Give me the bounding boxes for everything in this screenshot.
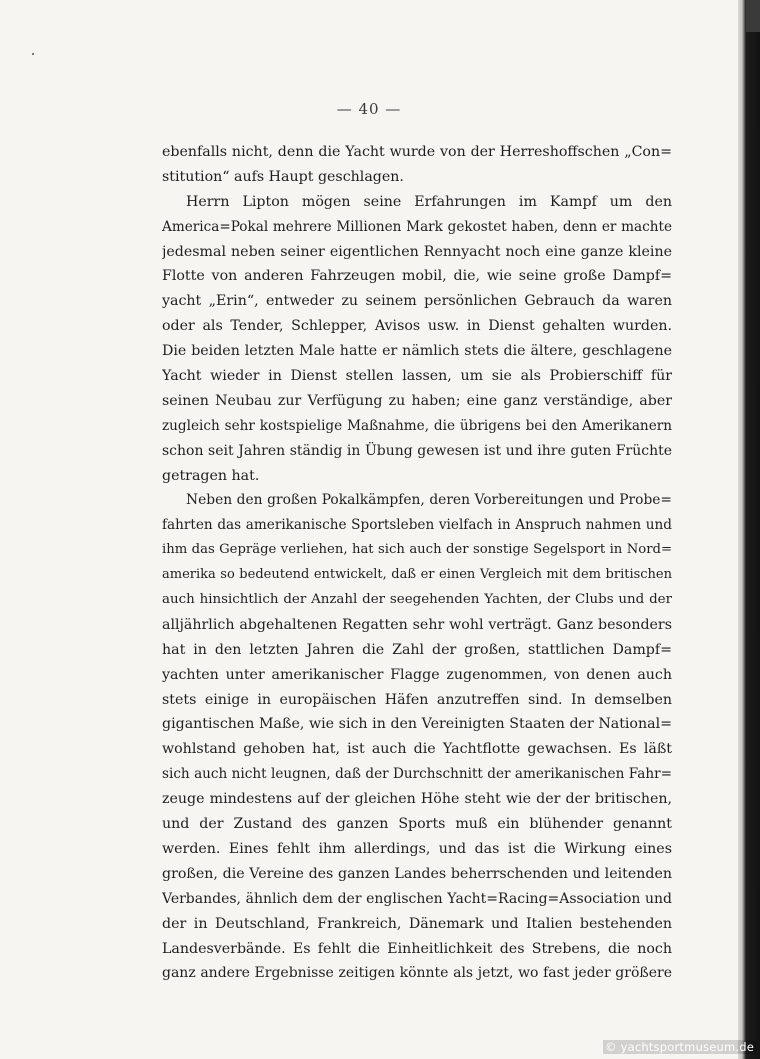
scan-edge bbox=[738, 0, 760, 1059]
text-line: Flotte von anderen Fahrzeugen mobil, die, wie seine große Dampf= bbox=[162, 268, 672, 285]
text-line: gigantischen Maße, wie sich in den Vereinigten Staaten der National= bbox=[162, 716, 672, 733]
text-line: wohlstand gehoben hat, ist auch die Yachtflotte gewachsen. Es läßt bbox=[162, 741, 672, 758]
text-line: yachten unter amerikanischer Flagge zugenommen, von denen auch bbox=[162, 666, 672, 683]
text-line: schon seit Jahren ständig in Übung gewesen ist und ihre guten Früchte bbox=[162, 442, 672, 459]
text-line: America=Pokal mehrere Millionen Mark gekostet haben, denn er machte bbox=[162, 218, 672, 235]
text-line: stitution“ aufs Haupt geschlagen. bbox=[162, 168, 404, 185]
paragraph bbox=[162, 140, 672, 190]
text-line: zeuge mindestens auf der gleichen Höhe steht wie der der britischen, bbox=[162, 791, 672, 808]
text-line: ebenfalls nicht, denn die Yacht wurde von der Herreshoffschen „Con= bbox=[162, 144, 672, 160]
text-line: ganz andere Ergebnisse zeitigen könnte als jetzt, wo fast jeder größere bbox=[162, 965, 672, 982]
text-line: alljährlich abgehaltenen Regatten sehr wohl verträgt. Ganz besonders bbox=[162, 616, 672, 633]
watermark: © yachtsportmuseum.de bbox=[605, 1040, 754, 1054]
text-line: zugleich sehr kostspielige Maßnahme, die übrigens bei den Amerikanern bbox=[162, 417, 672, 434]
text-line: und der Zustand des ganzen Sports muß ein blühender genannt bbox=[162, 816, 672, 833]
text-line: hat in den letzten Jahren die Zahl der großen, stattlichen Dampf= bbox=[162, 641, 672, 658]
text-line: Yacht wieder in Dienst stellen lassen, um sie als Probierschiff für bbox=[162, 368, 672, 385]
text-line: seinen Neubau zur Verfügung zu haben; eine ganz verständige, aber bbox=[162, 392, 672, 409]
text-line: großen, die Vereine des ganzen Landes beherrschenden und leitenden bbox=[162, 865, 672, 882]
text-line: Herrn Lipton mögen seine Erfahrungen im Kampf um den bbox=[186, 193, 672, 210]
text-line: ihm das Gepräge verliehen, hat sich auch der sonstige Segelsport in Nord= bbox=[162, 542, 672, 558]
text-line: werden. Eines fehlt ihm allerdings, und das ist die Wirkung eines bbox=[162, 840, 672, 857]
text-line: oder als Tender, Schlepper, Avisos usw. in Dienst gehalten wurden. bbox=[162, 318, 672, 335]
text-line: Landesverbände. Es fehlt die Einheitlichkeit des Strebens, die noch bbox=[162, 940, 672, 957]
text-line: sich auch nicht leugnen, daß der Durchschnitt der amerikanischen Fahr= bbox=[162, 766, 672, 783]
scan-edge-band bbox=[746, 0, 760, 32]
text-line: Verbandes, ähnlich dem der englischen Yacht=Racing=Association und bbox=[162, 890, 672, 907]
text-line: getragen hat. bbox=[162, 467, 260, 484]
text-line: fahrten das amerikanische Sportsleben vielfach in Anspruch nahmen und bbox=[162, 517, 672, 534]
text-line: yacht „Erin“, entweder zu seinem persönlichen Gebrauch da waren bbox=[162, 293, 672, 310]
body-text bbox=[162, 140, 672, 986]
page-number: — 40 — bbox=[336, 100, 402, 118]
scan-speck bbox=[32, 53, 34, 55]
text-line: auch hinsichtlich der Anzahl der seegehenden Yachten, der Clubs und der bbox=[162, 592, 672, 608]
text-line: der in Deutschland, Frankreich, Dänemark und Italien bestehenden bbox=[162, 915, 672, 932]
paragraph bbox=[162, 488, 672, 986]
text-line: stets einige in europäischen Häfen anzutreffen sind. In demselben bbox=[162, 691, 672, 708]
text-line: jedesmal neben seiner eigentlichen Rennyacht noch eine ganze kleine bbox=[162, 243, 672, 260]
text-line: amerika so bedeutend entwickelt, daß er einen Vergleich mit dem britischen bbox=[162, 567, 672, 583]
paragraph bbox=[162, 190, 672, 489]
text-line: Neben den großen Pokalkämpfen, deren Vorbereitungen und Probe= bbox=[186, 492, 672, 509]
text-line: Die beiden letzten Male hatte er nämlich stets die ältere, geschlagene bbox=[162, 343, 672, 360]
